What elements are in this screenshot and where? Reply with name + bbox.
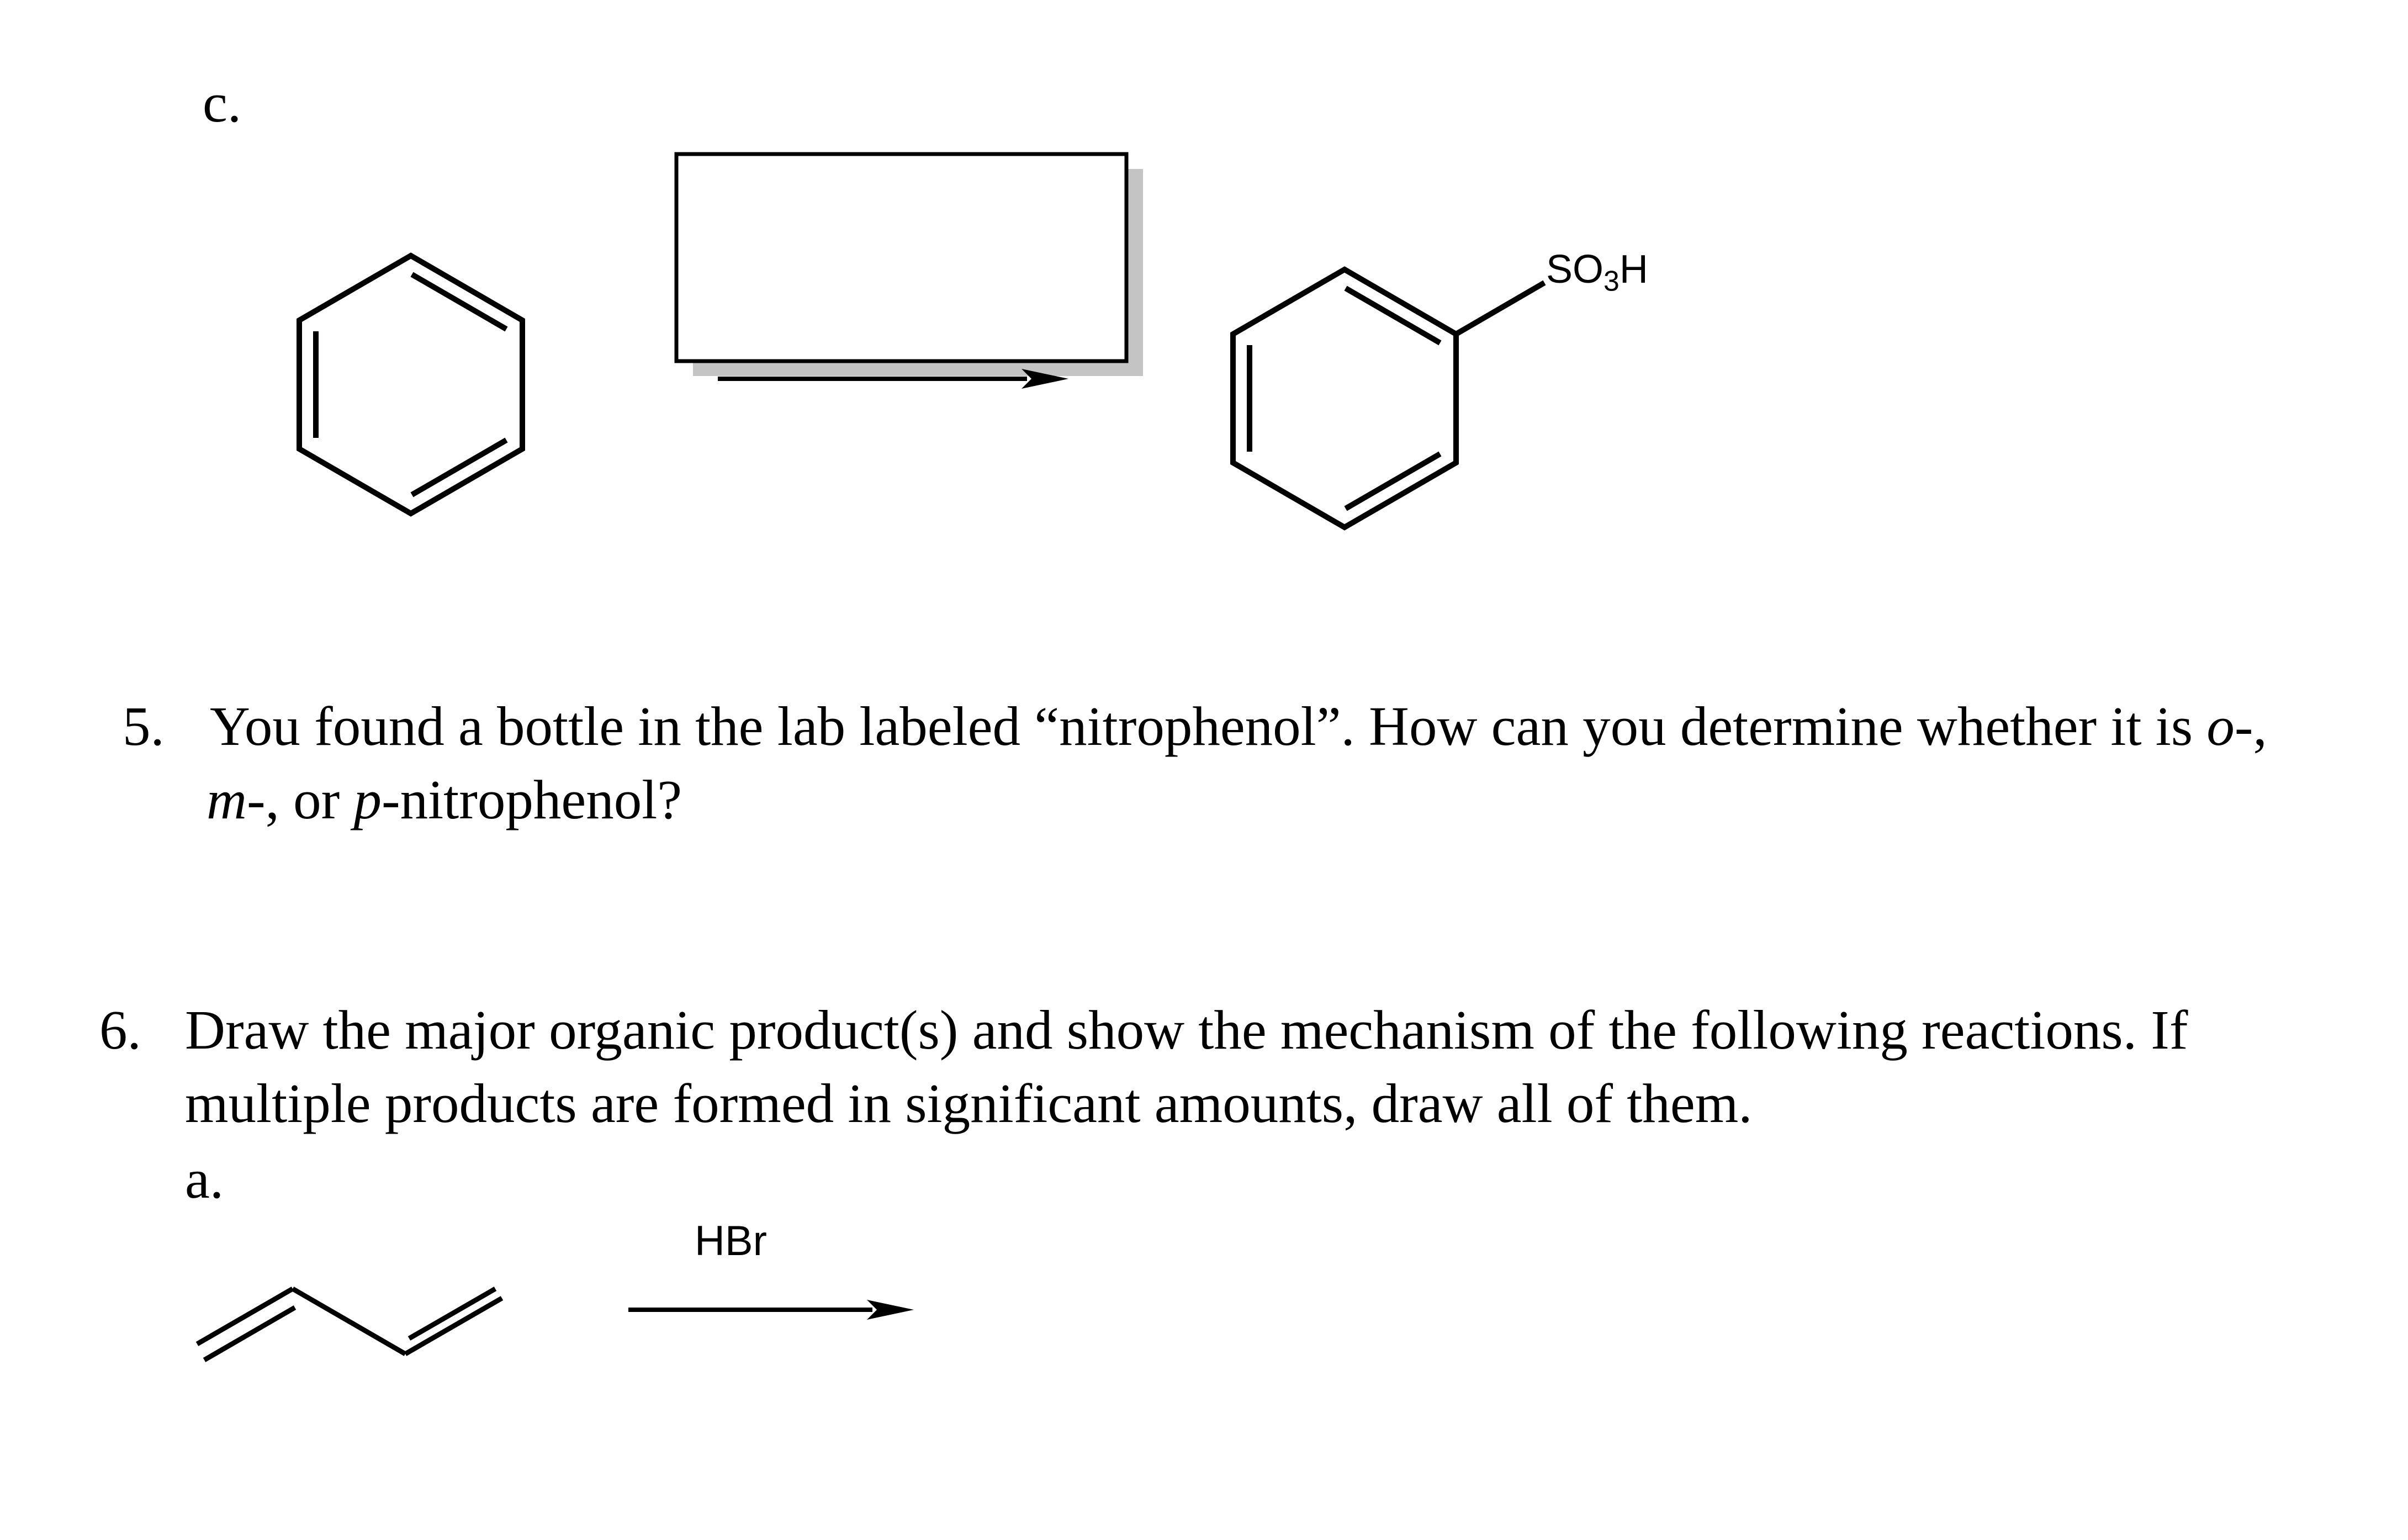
answer-box[interactable] bbox=[676, 154, 1143, 376]
reagent-label: HBr bbox=[695, 1218, 767, 1264]
question-5-line-1 bbox=[210, 695, 2267, 757]
meta-prefix: m bbox=[207, 769, 247, 830]
question-5-line-2-mid: -, or bbox=[246, 769, 354, 830]
question-6-line-1: Draw the major organic product(s) and show the mechanism of the following reactions. If bbox=[185, 999, 2188, 1061]
sulfonic-acid-label-tail: H bbox=[1619, 247, 1648, 292]
sulfonic-acid-label-main: SO bbox=[1546, 247, 1604, 292]
sulfonic-acid-label-subscript: 3 bbox=[1603, 264, 1620, 297]
ortho-prefix: o bbox=[2206, 695, 2235, 757]
butadiene-structure bbox=[197, 1289, 502, 1360]
question-6-line-2: multiple products are formed in significant amounts, draw all of them. bbox=[185, 1072, 1753, 1134]
part-a-label: a. bbox=[185, 1148, 224, 1210]
benzenesulfonic-acid-structure bbox=[1233, 269, 1544, 527]
reaction-arrow-a bbox=[628, 1300, 914, 1320]
question-5-number: 5. bbox=[123, 695, 165, 757]
part-c-label: c. bbox=[203, 72, 242, 134]
question-5-line-1-text: You found a bottle in the lab labeled “nitrophenol”. How can you determine whether it is bbox=[210, 695, 2207, 757]
para-prefix: p bbox=[353, 769, 382, 830]
question-5-line-2-end: -nitrophenol? bbox=[381, 769, 682, 830]
benzene-structure bbox=[299, 256, 522, 514]
question-5-line-1-end: -, bbox=[2234, 695, 2267, 757]
question-5-line-2 bbox=[207, 769, 682, 830]
question-6-number: 6. bbox=[99, 999, 141, 1061]
sulfonic-acid-label bbox=[1546, 247, 1648, 297]
